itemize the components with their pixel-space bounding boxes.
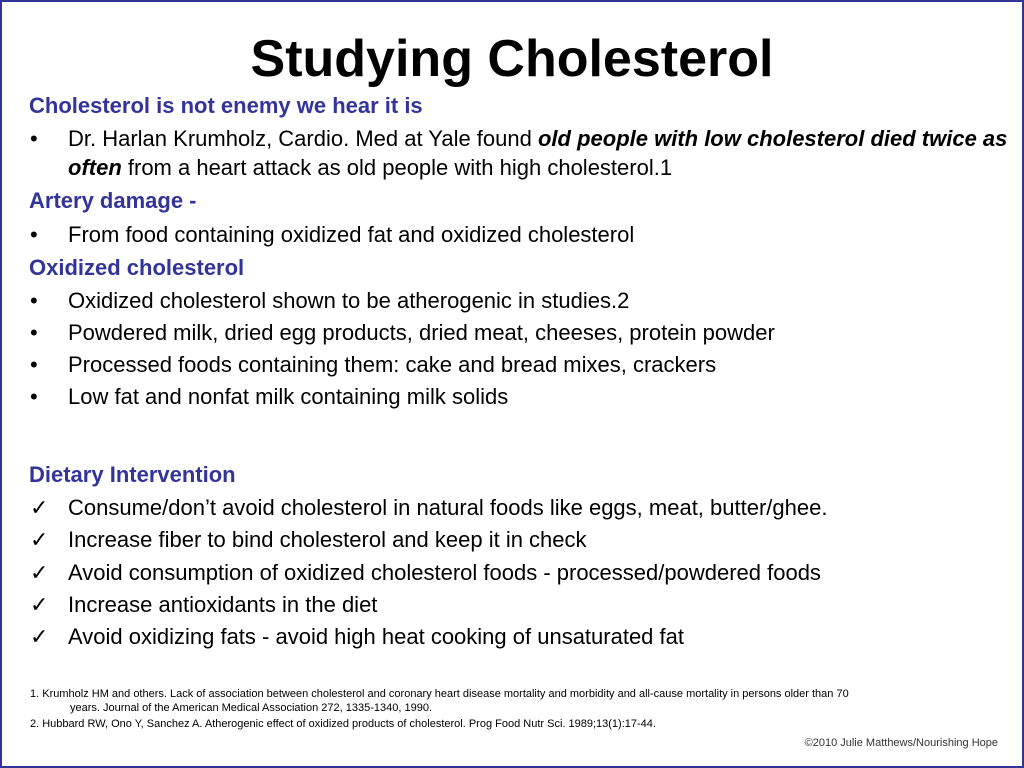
- bullet-marker: •: [30, 222, 38, 247]
- footnote-text-continued: years. Journal of the American Medical Association 272, 1335-1340, 1990.: [70, 702, 433, 714]
- bullet-text: Processed foods containing them: cake and bread mixes, crackers: [68, 352, 717, 377]
- bullet-text: Oxidized cholesterol shown to be atherogenic in studies.2: [68, 288, 630, 313]
- bullet-marker: •: [30, 352, 38, 377]
- checklist-item: [30, 493, 1010, 522]
- checklist-item: [30, 590, 1010, 619]
- checkmark-icon: ✓: [30, 624, 49, 649]
- footnote: [30, 687, 998, 715]
- heading-oxidized-cholesterol: Oxidized cholesterol: [29, 255, 245, 280]
- bullet-item: [30, 220, 1010, 249]
- heading-artery-damage: Artery damage -: [29, 188, 197, 213]
- bullet-text-part: Dr. Harlan Krumholz, Cardio. Med at Yale found: [68, 126, 538, 151]
- bullet-marker: •: [30, 320, 38, 345]
- checkmark-icon: ✓: [30, 495, 49, 520]
- bullet-item: [30, 350, 1010, 379]
- bullet-text: Powdered milk, dried egg products, dried meat, cheeses, protein powder: [68, 320, 775, 345]
- heading-cholesterol-not-enemy: Cholesterol is not enemy we hear it is: [29, 93, 423, 118]
- copyright-notice: ©2010 Julie Matthews/Nourishing Hope: [804, 737, 998, 749]
- checkmark-icon: ✓: [30, 527, 49, 552]
- bullet-text: [68, 124, 1010, 182]
- bullet-marker: •: [30, 384, 38, 409]
- checkmark-icon: ✓: [30, 560, 49, 585]
- bullet-text-emphasis: old people with low cholesterol died twice as often: [68, 126, 1008, 180]
- checklist-text: Increase antioxidants in the diet: [68, 592, 378, 617]
- bullet-text: Low fat and nonfat milk containing milk solids: [68, 384, 509, 409]
- bullet-text-part: from a heart attack as old people with high cholesterol.1: [121, 155, 673, 180]
- checklist-text: Increase fiber to bind cholesterol and keep it in check: [68, 527, 587, 552]
- bullet-item: [30, 382, 1010, 411]
- checklist-item: [30, 525, 1010, 554]
- checklist-item: [30, 558, 1010, 587]
- bullet-item: [30, 286, 1010, 315]
- checkmark-icon: ✓: [30, 592, 49, 617]
- bullet-marker: •: [30, 288, 38, 313]
- bullet-item: [30, 318, 1010, 347]
- slide-title: Studying Cholesterol: [250, 30, 774, 88]
- checklist-text: Avoid consumption of oxidized cholesterol foods - processed/powdered foods: [68, 560, 821, 585]
- checklist-text: Avoid oxidizing fats - avoid high heat cooking of unsaturated fat: [68, 624, 684, 649]
- footnote-text: 2. Hubbard RW, Ono Y, Sanchez A. Atherogenic effect of oxidized products of cholesterol. Prog Food Nutr Sci. 1989;13(1):17-44.: [30, 718, 656, 730]
- checklist-text: Consume/don’t avoid cholesterol in natural foods like eggs, meat, butter/ghee.: [68, 495, 828, 520]
- footnote-text: 1. Krumholz HM and others. Lack of association between cholesterol and coronary heart disease mortality and morbidity and all-cause mortality in persons older than 70: [30, 688, 849, 700]
- bullet-item: [30, 124, 1010, 182]
- bullet-marker: •: [30, 126, 38, 151]
- heading-dietary-intervention: Dietary Intervention: [29, 462, 236, 487]
- bullet-text: From food containing oxidized fat and oxidized cholesterol: [68, 222, 635, 247]
- checklist-item: [30, 622, 1010, 651]
- footnote: [30, 717, 998, 731]
